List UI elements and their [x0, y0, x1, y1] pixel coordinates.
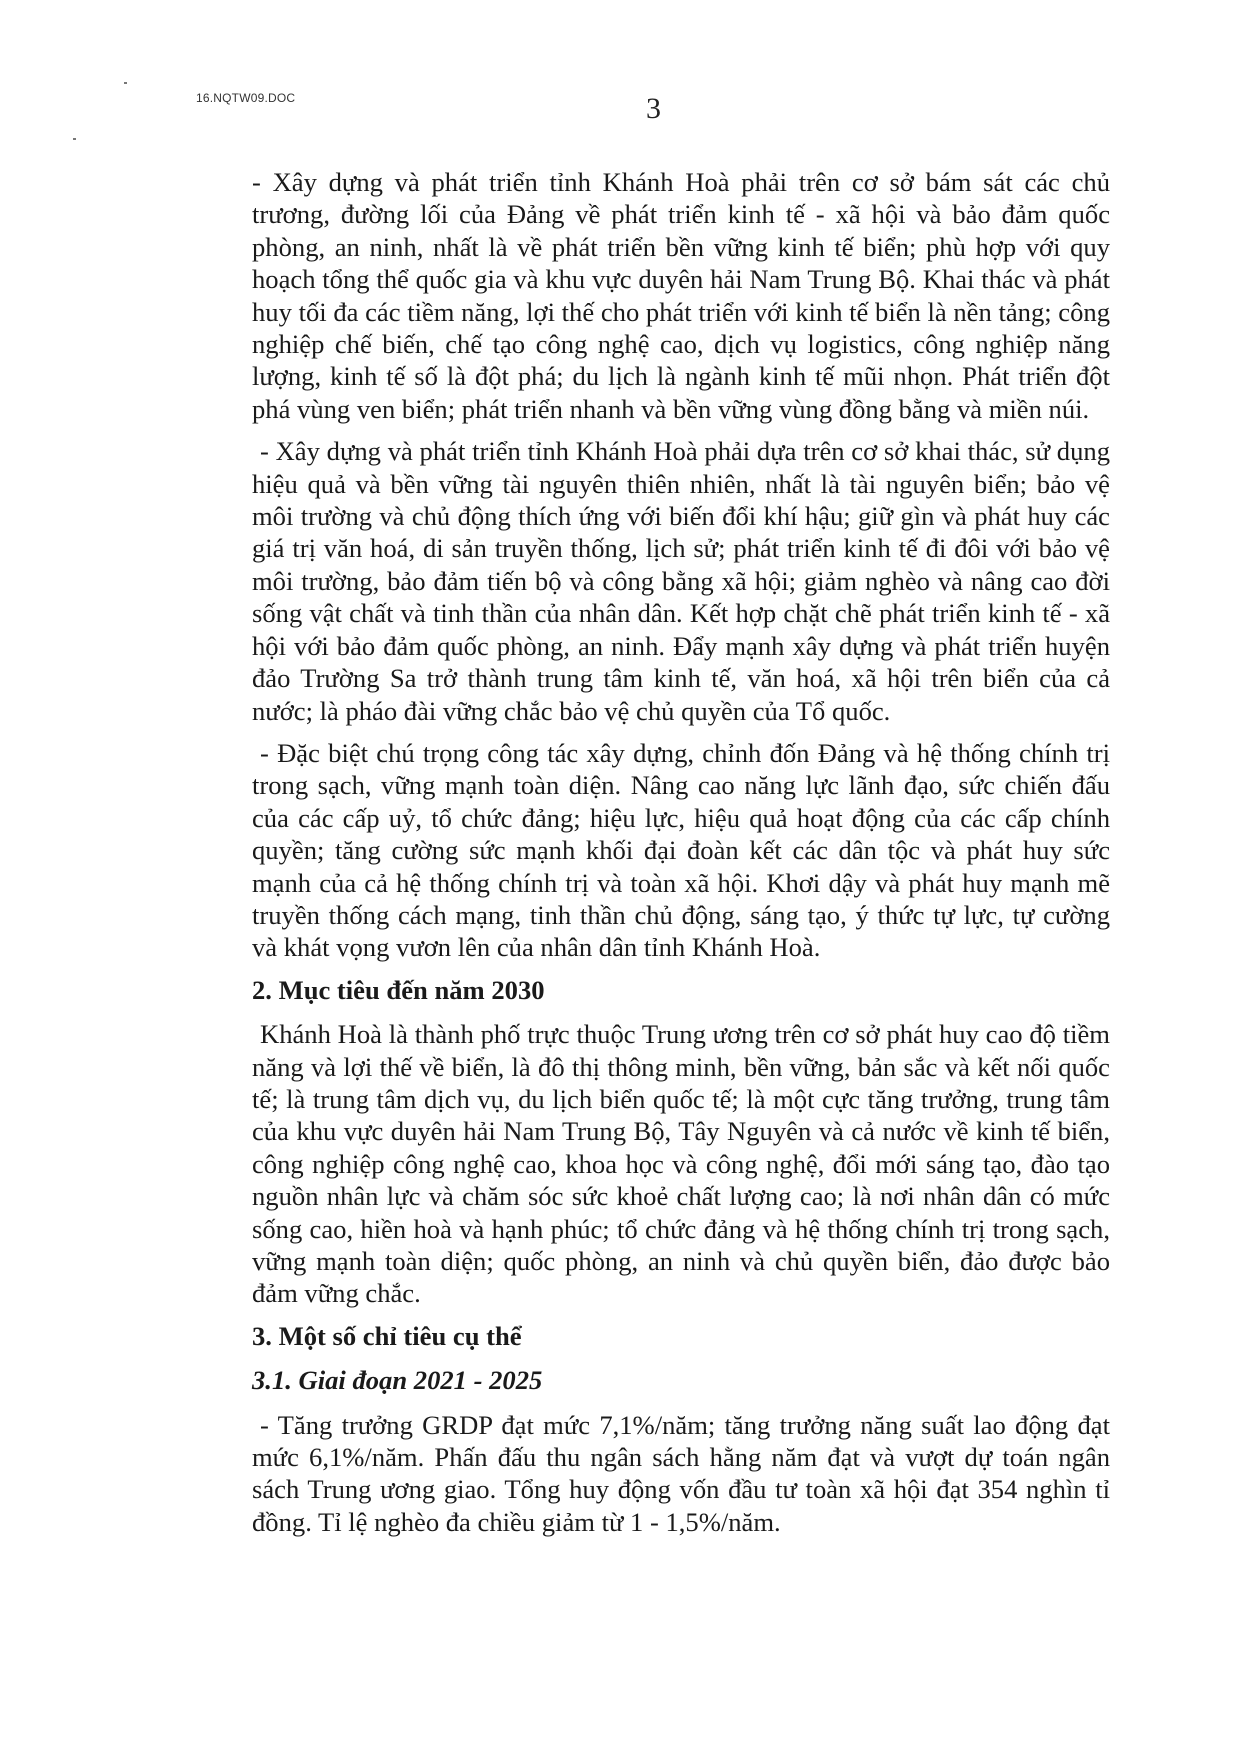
scan-speck-left	[73, 138, 76, 140]
page-number: 3	[646, 92, 661, 125]
document-file-name: 16.NQTW09.DOC	[196, 91, 296, 105]
paragraph-resources-environment: - Xây dựng và phát triển tỉnh Khánh Hoà phải dựa trên cơ sở khai thác, sử dụng hiệu quả và bền vững tài nguyên thiên nhiên, nhất là tài nguyên biển; bảo vệ môi trường và chủ động thích ứng với biến đổi khí hậu; giữ gìn và phát huy các giá trị văn hoá, di sản truyền thống, lịch sử; phát triển kinh tế đi đôi với bảo vệ môi trường, bảo đảm tiến bộ và công bằng xã hội; giảm nghèo và nâng cao đời sống vật chất và tinh thần của nhân dân. Kết hợp chặt chẽ phát triển kinh tế - xã hội với bảo đảm quốc phòng, an ninh. Đẩy mạnh xây dựng và phát triển huyện đảo Trường Sa trở thành trung tâm kinh tế, văn hoá, xã hội trên biển của cả nước; là pháo đài vững chắc bảo vệ chủ quyền của Tổ quốc.	[252, 436, 1110, 726]
section-heading-targets: 3. Một số chỉ tiêu cụ thể	[252, 1320, 522, 1351]
paragraph-targets-2021-2025: - Tăng trưởng GRDP đạt mức 7,1%/năm; tăng trưởng năng suất lao động đạt mức 6,1%/năm. Phấn đấu thu ngân sách hằng năm đạt và vượt dự toán ngân sách Trung ương giao. Tổng huy động vốn đầu tư toàn xã hội đạt 354 nghìn tỉ đồng. Tỉ lệ nghèo đa chiều giảm từ 1 - 1,5%/năm.	[252, 1409, 1110, 1537]
document-body	[252, 166, 1110, 1548]
paragraph-party-building: - Đặc biệt chú trọng công tác xây dựng, chỉnh đốn Đảng và hệ thống chính trị trong sạch, vững mạnh toàn diện. Nâng cao năng lực lãnh đạo, sức chiến đấu của các cấp uỷ, tổ chức đảng; hiệu lực, hiệu quả hoạt động của các cấp chính quyền; tăng cường sức mạnh khối đại đoàn kết các dân tộc và phát huy sức mạnh của cả hệ thống chính trị và toàn xã hội. Khơi dậy và phát huy mạnh mẽ truyền thống cách mạng, tinh thần chủ động, sáng tạo, ý thức tự lực, tự cường và khát vọng vươn lên của nhân dân tỉnh Khánh Hoà.	[252, 737, 1110, 963]
scan-speck-top	[124, 82, 127, 84]
paragraph-development-principles: - Xây dựng và phát triển tỉnh Khánh Hoà phải trên cơ sở bám sát các chủ trương, đường lối của Đảng về phát triển kinh tế - xã hội và bảo đảm quốc phòng, an ninh, nhất là về phát triển bền vững kinh tế biển; phù hợp với quy hoạch tổng thể quốc gia và khu vực duyên hải Nam Trung Bộ. Khai thác và phát huy tối đa các tiềm năng, lợi thế cho phát triển với kinh tế biển là nền tảng; công nghiệp chế biến, chế tạo công nghệ cao, dịch vụ logistics, công nghiệp năng lượng, kinh tế số là đột phá; du lịch là ngành kinh tế mũi nhọn. Phát triển đột phá vùng ven biển; phát triển nhanh và bền vững vùng đồng bằng và miền núi.	[252, 167, 1110, 424]
subsection-heading-2021-2025: 3.1. Giai đoạn 2021 - 2025	[252, 1365, 543, 1396]
section-heading-objectives-2030: 2. Mục tiêu đến năm 2030	[252, 974, 545, 1005]
paragraph-objectives-2030: Khánh Hoà là thành phố trực thuộc Trung ương trên cơ sở phát huy cao độ tiềm năng và lợi thế về biển, là đô thị thông minh, bền vững, bản sắc và kết nối quốc tế; là trung tâm dịch vụ, du lịch biển quốc tế; là một cực tăng trưởng, trung tâm của khu vực duyên hải Nam Trung Bộ, Tây Nguyên và cả nước về kinh tế biển, công nghiệp công nghệ cao, khoa học và công nghệ, đổi mới sáng tạo, đào tạo nguồn nhân lực và chăm sóc sức khoẻ chất lượng cao; là nơi nhân dân có mức sống cao, hiền hoà và hạnh phúc; tổ chức đảng và hệ thống chính trị trong sạch, vững mạnh toàn diện; quốc phòng, an ninh và chủ quyền biển, đảo được bảo đảm vững chắc.	[252, 1019, 1110, 1309]
